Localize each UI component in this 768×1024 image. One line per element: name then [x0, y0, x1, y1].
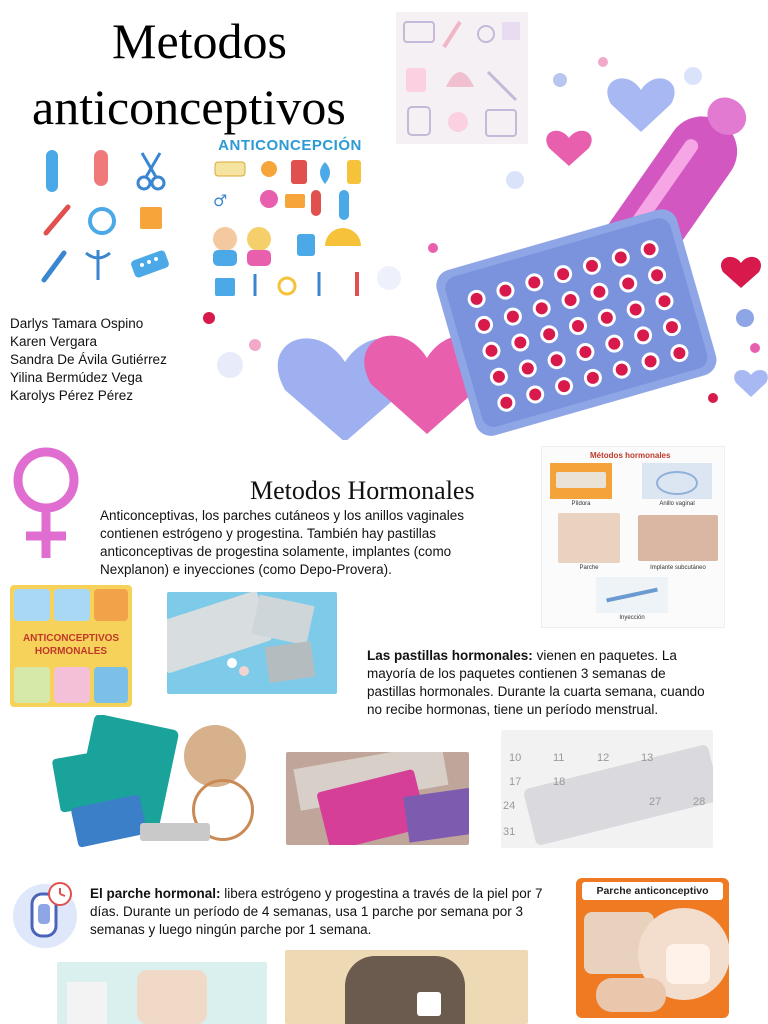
methods-icon-grid-art	[36, 145, 176, 295]
hero-pill	[565, 294, 577, 306]
hero-pill	[651, 269, 663, 281]
hero-pill	[528, 276, 540, 288]
hero-pill	[615, 252, 627, 264]
hero-pill	[579, 346, 591, 358]
hero-pill	[522, 362, 534, 374]
hormonal-intro: Anticonceptivas, los parches cutáneos y los anillos vaginales contienen estrógeno y progestina. También hay pastillas anticonceptivas de progestina solamente, implantes (como Nexplanon) e inyecciones (como Depo-Provera).	[100, 508, 464, 577]
badge-tile	[54, 667, 90, 703]
calendar-number: 11	[553, 752, 565, 764]
blister-photo-blue	[167, 592, 337, 694]
hero-pill	[616, 364, 628, 376]
hero-pill	[622, 278, 634, 290]
pill-photo	[550, 463, 612, 499]
bottom-photo-left	[57, 962, 267, 1024]
pink-blister-photo	[286, 752, 469, 845]
anticoncepcion-label: ANTICONCEPCIÓN	[218, 137, 362, 154]
patch-photo	[558, 513, 620, 563]
hero-pill	[557, 268, 569, 280]
metodos-label-implante: Implante subcutáneo	[650, 565, 706, 571]
anticonceptivos-hormonales-badge	[10, 585, 132, 707]
bottom-photo-center	[285, 950, 528, 1024]
hand-illustration	[596, 978, 666, 1012]
hero-pill	[499, 285, 511, 297]
patch-on-skin	[666, 944, 710, 984]
calendar-number: 24	[503, 800, 516, 812]
hero-pill	[493, 371, 505, 383]
hero-pill	[551, 354, 563, 366]
hero-pill	[593, 286, 605, 298]
author-name: Darlys Tamara Ospino	[10, 316, 144, 331]
patch-paragraph-lead: El parche hormonal:	[90, 886, 221, 901]
hero-pill	[586, 260, 598, 272]
page-title-line2: anticonceptivos	[32, 79, 346, 135]
hormonal-heading: Metodos Hormonales	[250, 476, 475, 505]
methods-icon-grid	[36, 145, 176, 295]
calendar-number: 31	[503, 826, 516, 838]
author-name: Karen Vergara	[10, 334, 98, 349]
injection-photo	[596, 577, 668, 613]
calendar-number: 10	[509, 752, 522, 764]
parche-card-title: Parche anticonceptivo	[582, 882, 723, 900]
parche-anticonceptivo-card	[576, 878, 729, 1018]
hero-pill	[637, 329, 649, 341]
badge-tile	[94, 667, 128, 703]
hero-illustration	[195, 30, 768, 440]
pill-cases-photo	[44, 715, 254, 851]
hero-pill	[536, 302, 548, 314]
author-name: Yilina Bermúdez Vega	[10, 370, 143, 385]
hero-pill	[587, 372, 599, 384]
hero-pill	[471, 293, 483, 305]
hero-illustration-art	[195, 30, 768, 440]
hero-pill	[543, 328, 555, 340]
svg-text:♂: ♂	[213, 191, 228, 210]
badge-tile	[14, 589, 50, 621]
hero-pill	[529, 388, 541, 400]
hero-pill	[645, 355, 657, 367]
pills-paragraph-text: vienen en paquetes. La mayoría de los paquetes contienen 3 semanas de pastillas hormonales. Durante la cuarta semana, cuando no recibe hormonas, tiene un período menstrual.	[367, 648, 705, 717]
hero-pill	[514, 337, 526, 349]
authors-list	[10, 315, 167, 405]
pills-paragraph	[367, 647, 707, 719]
hero-pill	[644, 243, 656, 255]
badge-tile	[94, 589, 128, 621]
metodos-label-parche: Parche	[579, 565, 599, 571]
hero-pill	[507, 311, 519, 323]
implant-photo	[638, 515, 718, 561]
calendar-number: 18	[553, 776, 566, 788]
calendar-number: 12	[597, 752, 610, 764]
metodos-hormonales-card	[541, 446, 725, 628]
hero-pill	[572, 320, 584, 332]
author-name: Sandra De Ávila Gutiérrez	[10, 352, 167, 367]
hero-pill	[659, 295, 671, 307]
patch-clock-icon	[10, 878, 80, 950]
patch-paragraph-text: libera estrógeno y progestina a través de la piel por 7 días. Durante un período de 4 semanas, usa 1 parche por semana por 3 semanas y luego ningún parche por 1 semana.	[90, 886, 543, 937]
metodos-label-pildora: Píldora	[571, 501, 591, 507]
badge-tile	[14, 667, 50, 703]
metodos-label-inyeccion: Inyección	[619, 615, 645, 621]
hero-pill	[666, 321, 678, 333]
page-title-line1: Metodos	[112, 13, 287, 69]
calendar-photo	[501, 730, 713, 848]
patch-paragraph	[90, 885, 545, 939]
hero-pill	[630, 303, 642, 315]
hero-pill	[601, 312, 613, 324]
badge-title-line1: ANTICONCEPTIVOS	[22, 633, 120, 644]
hero-pill	[500, 397, 512, 409]
ring-photo	[642, 463, 712, 499]
metodos-card-title: Métodos hormonales	[590, 451, 671, 460]
pills-paragraph-lead: Las pastillas hormonales:	[367, 648, 533, 663]
hero-pill	[608, 338, 620, 350]
calendar-number: 27	[649, 796, 662, 808]
hero-pill	[673, 347, 685, 359]
calendar-number: 28	[693, 796, 706, 808]
metodos-label-anillo: Anillo vaginal	[659, 501, 695, 507]
hero-pill	[485, 345, 497, 357]
calendar-number: 17	[509, 776, 522, 788]
female-symbol-icon	[10, 444, 82, 562]
hero-pill	[558, 380, 570, 392]
badge-title-line2: HORMONALES	[34, 646, 108, 657]
calendar-number: 13	[641, 752, 654, 764]
hero-pill	[478, 319, 490, 331]
badge-tile	[54, 589, 90, 621]
author-name: Karolys Pérez Pérez	[10, 388, 134, 403]
